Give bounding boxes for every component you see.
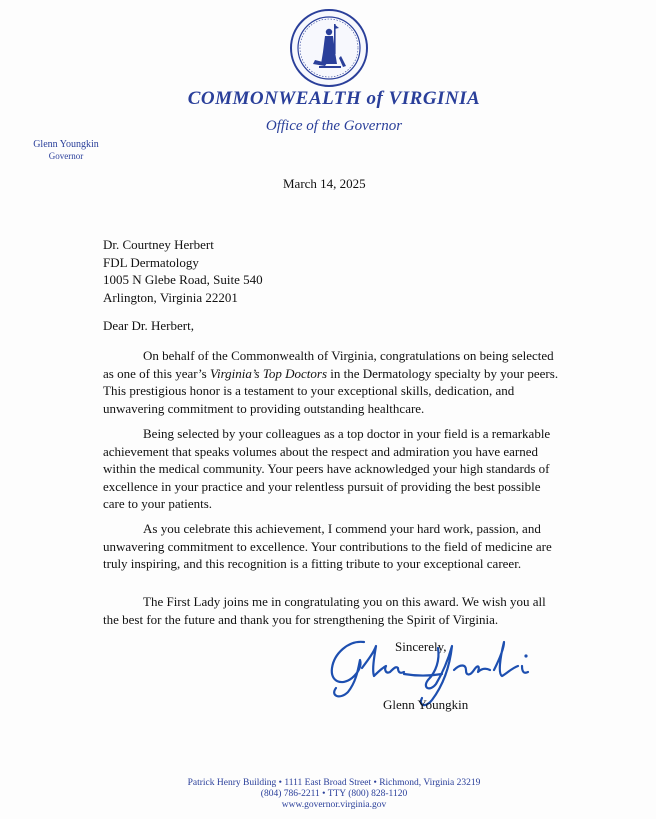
body-paragraph-3: As you celebrate this achievement, I commend your hard work, passion, and unwavering commitment to excellence. Your contributions to the field of medicine are truly inspiring, and this recognition is a fitting tribute to your exceptional career. (103, 521, 552, 571)
governor-label (26, 139, 106, 161)
letter-date: March 14, 2025 (283, 176, 366, 191)
recipient-address (103, 236, 263, 306)
body-paragraph-4: The First Lady joins me in congratulating you on this award. We wish you all the best for the future and thank you for strengthening the Spirit of Virginia. (103, 594, 546, 627)
signer-name: Glenn Youngkin (383, 697, 469, 712)
salutation: Dear Dr. Herbert, (103, 318, 194, 333)
closing: Sincerely, (395, 639, 447, 654)
governor-name: Glenn Youngkin (33, 139, 99, 150)
p1-text-before: On behalf of the Commonwealth of Virginia, congratulations on being selected as one of this year’s (103, 348, 554, 381)
footer-phone: (804) 786-2211 • TTY (800) 828-1120 (260, 789, 408, 799)
recipient-name: Dr. Courtney Herbert (103, 237, 214, 252)
letterhead-footer (0, 778, 656, 811)
footer-website: www.governor.virginia.gov (281, 800, 387, 810)
body-paragraph-2: Being selected by your colleagues as a top doctor in your field is a remarkable achievement that speaks volumes about the respect and admiration you have earned within the medical community. Your peers have acknowledged your high standards of excellence in your practice and your relentless pursuit of providing the best possible care to your patients. (103, 426, 551, 511)
recipient-organization: FDL Dermatology (103, 254, 199, 270)
governor-title: Governor (48, 150, 84, 161)
p1-text-after: in the Dermatology specialty by your peers. This prestigious honor is a testament to your exceptional skills, dedication, and unwavering commitment to providing outstanding healthcare. (103, 365, 559, 416)
recipient-street: 1005 N Glebe Road, Suite 540 (103, 272, 263, 287)
recipient-city: Arlington, Virginia 22201 (103, 289, 238, 305)
letterhead-subtitle: Office of the Governor (265, 118, 403, 134)
p1-award-name: Virginia’s Top Doctors (209, 365, 328, 381)
footer-address: Patrick Henry Building • 1111 East Broad Street • Richmond, Virginia 23219 (187, 778, 481, 788)
virginia-seal-icon (289, 8, 369, 88)
letterhead-title: COMMONWEALTH of VIRGINIA (187, 88, 481, 109)
body-paragraph-1 (103, 347, 563, 417)
